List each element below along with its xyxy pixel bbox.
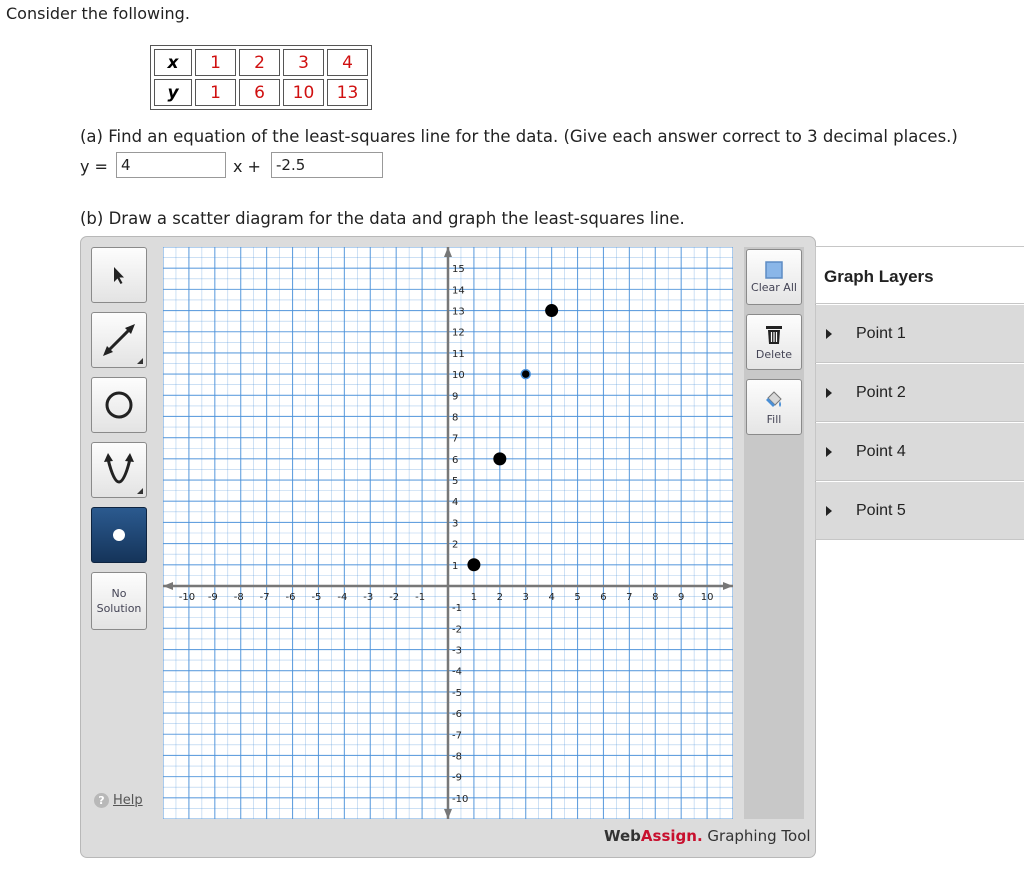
y-tick-label: 4: [452, 497, 459, 509]
table-cell: 10: [283, 79, 324, 106]
x-plus-label: x +: [233, 157, 261, 176]
y-tick-label: 2: [452, 539, 459, 551]
x-tick-label: -3: [363, 591, 374, 603]
x-tick-label: 9: [677, 591, 685, 603]
point-icon: [111, 527, 127, 543]
x-tick-label: 2: [496, 591, 504, 603]
clear-all-button[interactable]: [746, 249, 802, 305]
y-tick-label: 9: [452, 391, 459, 403]
y-tick-label: 8: [452, 412, 459, 424]
table-row-y: [154, 79, 368, 106]
help-label: Help: [113, 793, 143, 808]
layer-label: Point 4: [856, 442, 906, 460]
x-tick-label: -2: [389, 591, 400, 603]
table-cell: 1: [195, 79, 236, 106]
coordinate-grid[interactable]: [163, 247, 733, 819]
table-row-x: [154, 49, 368, 76]
x-tick-label: 3: [522, 591, 529, 603]
table-cell: 13: [327, 79, 368, 106]
slope-input[interactable]: [116, 152, 226, 178]
brand-web: Web: [604, 827, 641, 845]
no-solution-label: No Solution: [96, 587, 142, 615]
point-tool-button[interactable]: [91, 507, 147, 563]
y-tick-label: -10: [452, 793, 469, 805]
y-tick-label: -3: [452, 645, 462, 657]
x-tick-label: -4: [337, 591, 348, 603]
table-cell: 6: [239, 79, 280, 106]
y-tick-label: 11: [452, 348, 465, 360]
y-tick-label: 15: [452, 264, 465, 276]
layer-label: Point 5: [856, 501, 906, 519]
data-point: [521, 370, 530, 379]
table-cell: 1: [195, 49, 236, 76]
clear-all-icon: [765, 261, 783, 279]
no-solution-button[interactable]: [91, 572, 147, 630]
x-tick-label: -7: [259, 591, 270, 603]
x-tick-label: -6: [285, 591, 296, 603]
intercept-input[interactable]: [271, 152, 383, 178]
line-tool-button[interactable]: [91, 312, 147, 368]
table-cell: 3: [283, 49, 324, 76]
layer-label: Point 1: [856, 324, 906, 342]
x-tick-label: -10: [178, 591, 196, 603]
fill-label: Fill: [766, 412, 782, 426]
brand-tool: Graphing Tool: [702, 827, 811, 845]
triangle-right-icon: [826, 388, 832, 398]
webassign-brand: [604, 827, 811, 845]
line-segment-icon: [99, 320, 139, 360]
question-b: (b) Draw a scatter diagram for the data and graph the least-squares line.: [80, 209, 685, 228]
x-tick-label: 5: [574, 591, 581, 603]
data-point: [467, 558, 480, 571]
y-tick-label: -8: [452, 751, 462, 763]
trash-icon: [763, 324, 785, 346]
layer-label: Point 2: [856, 383, 906, 401]
delete-label: Delete: [755, 347, 793, 361]
y-tick-label: 12: [452, 327, 465, 339]
data-point: [545, 304, 558, 317]
help-link[interactable]: [94, 793, 143, 808]
layer-item[interactable]: [815, 482, 1024, 540]
pointer-tool-button[interactable]: [91, 247, 147, 303]
y-tick-label: -2: [452, 624, 462, 636]
fill-button[interactable]: [746, 379, 802, 435]
triangle-right-icon: [826, 506, 832, 516]
right-toolbar: [744, 247, 804, 819]
table-cell: 2: [239, 49, 280, 76]
y-tick-label: 3: [452, 518, 459, 530]
x-tick-label: 7: [626, 591, 633, 603]
data-table: [150, 45, 372, 110]
graph-layers-title: Graph Layers: [815, 246, 1024, 304]
delete-button[interactable]: [746, 314, 802, 370]
y-tick-label: 5: [452, 476, 459, 488]
intro-text: Consider the following.: [6, 4, 190, 23]
x-tick-label: -5: [311, 591, 322, 603]
layer-item[interactable]: [815, 305, 1024, 363]
y-tick-label: -7: [452, 730, 462, 742]
y-tick-label: 1: [452, 560, 459, 572]
x-tick-label: -1: [415, 591, 426, 603]
y-equals-label: y =: [80, 157, 108, 176]
arrow-pointer-icon: [108, 264, 130, 286]
parabola-icon: [99, 450, 139, 490]
table-header-x: x: [154, 49, 192, 76]
x-tick-label: 1: [470, 591, 478, 603]
y-tick-label: -4: [452, 666, 462, 678]
table-header-y: y: [154, 79, 192, 106]
paint-bucket-icon: [763, 389, 785, 411]
triangle-right-icon: [826, 329, 832, 339]
y-tick-label: 7: [452, 433, 459, 445]
x-tick-label: 6: [600, 591, 607, 603]
question-a: (a) Find an equation of the least-squares line for the data. (Give each answer correct to 3 decimal places.): [80, 127, 958, 146]
y-tick-label: -6: [452, 709, 462, 721]
data-point: [493, 452, 506, 465]
y-tick-label: 14: [452, 285, 465, 297]
y-tick-label: 13: [452, 306, 465, 318]
clear-all-label: Clear All: [751, 280, 797, 294]
layer-item[interactable]: [815, 364, 1024, 422]
x-tick-label: 8: [652, 591, 659, 603]
y-tick-label: 10: [452, 370, 465, 382]
table-cell: 4: [327, 49, 368, 76]
brand-assign: Assign.: [640, 827, 703, 845]
triangle-right-icon: [826, 447, 832, 457]
x-tick-label: 10: [700, 591, 714, 603]
graphing-tool: [80, 236, 816, 858]
x-tick-label: -8: [233, 591, 244, 603]
help-icon: ?: [94, 793, 109, 808]
parabola-tool-button[interactable]: [91, 442, 147, 498]
y-tick-label: 6: [452, 454, 459, 466]
circle-icon: [102, 388, 136, 422]
y-tick-label: -9: [452, 772, 462, 784]
y-tick-label: -1: [452, 603, 462, 615]
layer-item[interactable]: [815, 423, 1024, 481]
graph-layers-panel: [815, 246, 1024, 540]
circle-tool-button[interactable]: [91, 377, 147, 433]
y-tick-label: -5: [452, 687, 462, 699]
x-tick-label: -9: [207, 591, 218, 603]
x-tick-label: 4: [548, 591, 555, 603]
